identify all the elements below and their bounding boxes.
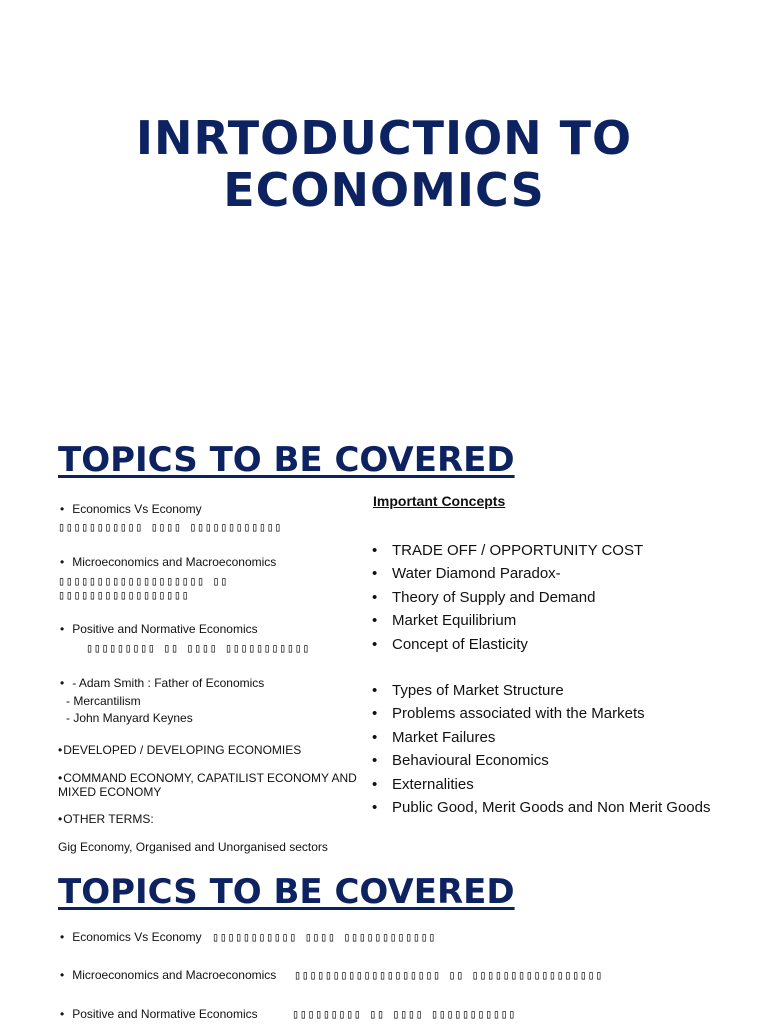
important-concepts-list <box>372 539 711 819</box>
section-heading-2: TOPICS TO BE COVERED <box>58 872 515 912</box>
topic-keynes: - John Manyard Keynes <box>66 711 193 725</box>
concept-water-diamond: • Water Diamond Paradox- <box>372 562 711 585</box>
list-item <box>60 930 202 945</box>
row-hindi: ▯▯▯▯▯▯▯▯▯▯▯ ▯▯▯▯ ▯▯▯▯▯▯▯▯▯▯▯▯ <box>212 930 437 944</box>
row-en: • Positive and Normative Economics <box>60 1007 258 1021</box>
concept-public-goods: • Public Good, Merit Goods and Non Merit Goods <box>372 796 711 819</box>
topic-mercantilism: - Mercantilism <box>66 694 141 708</box>
concept-behavioural: • Behavioural Economics <box>372 749 711 772</box>
important-concepts-heading: Important Concepts <box>373 493 506 509</box>
section-heading-1: TOPICS TO BE COVERED <box>58 440 515 480</box>
topic-positive-normative-hindi: ▯▯▯▯▯▯▯▯▯ ▯▯ ▯▯▯▯ ▯▯▯▯▯▯▯▯▯▯▯ <box>86 641 311 655</box>
concept-externalities: • Externalities <box>372 773 711 796</box>
page-title: INRTODUCTION TO ECONOMICS <box>135 111 633 217</box>
topic-economy-types-line2: MIXED ECONOMY <box>58 785 162 799</box>
row-hindi: ▯▯▯▯▯▯▯▯▯ ▯▯ ▯▯▯▯ ▯▯▯▯▯▯▯▯▯▯▯ <box>292 1007 517 1021</box>
concept-supply-demand: • Theory of Supply and Demand <box>372 586 711 609</box>
row-en: • Microeconomics and Macroeconomics <box>60 968 276 982</box>
concept-trade-off: • TRADE OFF / OPPORTUNITY COST <box>372 539 711 562</box>
topic-micro-macro-hindi: ▯▯▯▯▯▯▯▯▯▯▯▯▯▯▯▯▯▯▯ ▯▯ ▯▯▯▯▯▯▯▯▯▯▯▯▯▯▯▯▯ <box>58 574 228 602</box>
concept-market-failures: • Market Failures <box>372 726 711 749</box>
list-item <box>60 968 276 983</box>
concept-market-problems: • Problems associated with the Markets <box>372 702 711 725</box>
concept-market-structure: • Types of Market Structure <box>372 679 711 702</box>
topic-adam-smith: • - Adam Smith : Father of Economics <box>60 676 264 691</box>
topic-micro-macro: • Microeconomics and Macroeconomics <box>60 555 276 570</box>
topic-developed-developing: • DEVELOPED / DEVELOPING ECONOMIES <box>58 743 301 758</box>
topic-economics-vs-economy: • Economics Vs Economy <box>60 502 202 517</box>
topic-other-terms: • OTHER TERMS: <box>58 812 154 827</box>
topic-gig-economy: Gig Economy, Organised and Unorganised sectors <box>58 840 328 854</box>
concept-market-equilibrium: • Market Equilibrium <box>372 609 711 632</box>
row-hindi: ▯▯▯▯▯▯▯▯▯▯▯▯▯▯▯▯▯▯▯ ▯▯ ▯▯▯▯▯▯▯▯▯▯▯▯▯▯▯▯▯ <box>294 968 603 982</box>
topic-positive-normative: • Positive and Normative Economics <box>60 622 258 637</box>
row-en: • Economics Vs Economy <box>60 930 202 944</box>
topic-economics-vs-economy-hindi: ▯▯▯▯▯▯▯▯▯▯▯ ▯▯▯▯ ▯▯▯▯▯▯▯▯▯▯▯▯ <box>58 520 283 534</box>
list-item <box>60 1007 258 1022</box>
topic-economy-types-line1: • COMMAND ECONOMY, CAPATILIST ECONOMY AND <box>58 771 357 786</box>
concept-elasticity: • Concept of Elasticity <box>372 633 711 656</box>
